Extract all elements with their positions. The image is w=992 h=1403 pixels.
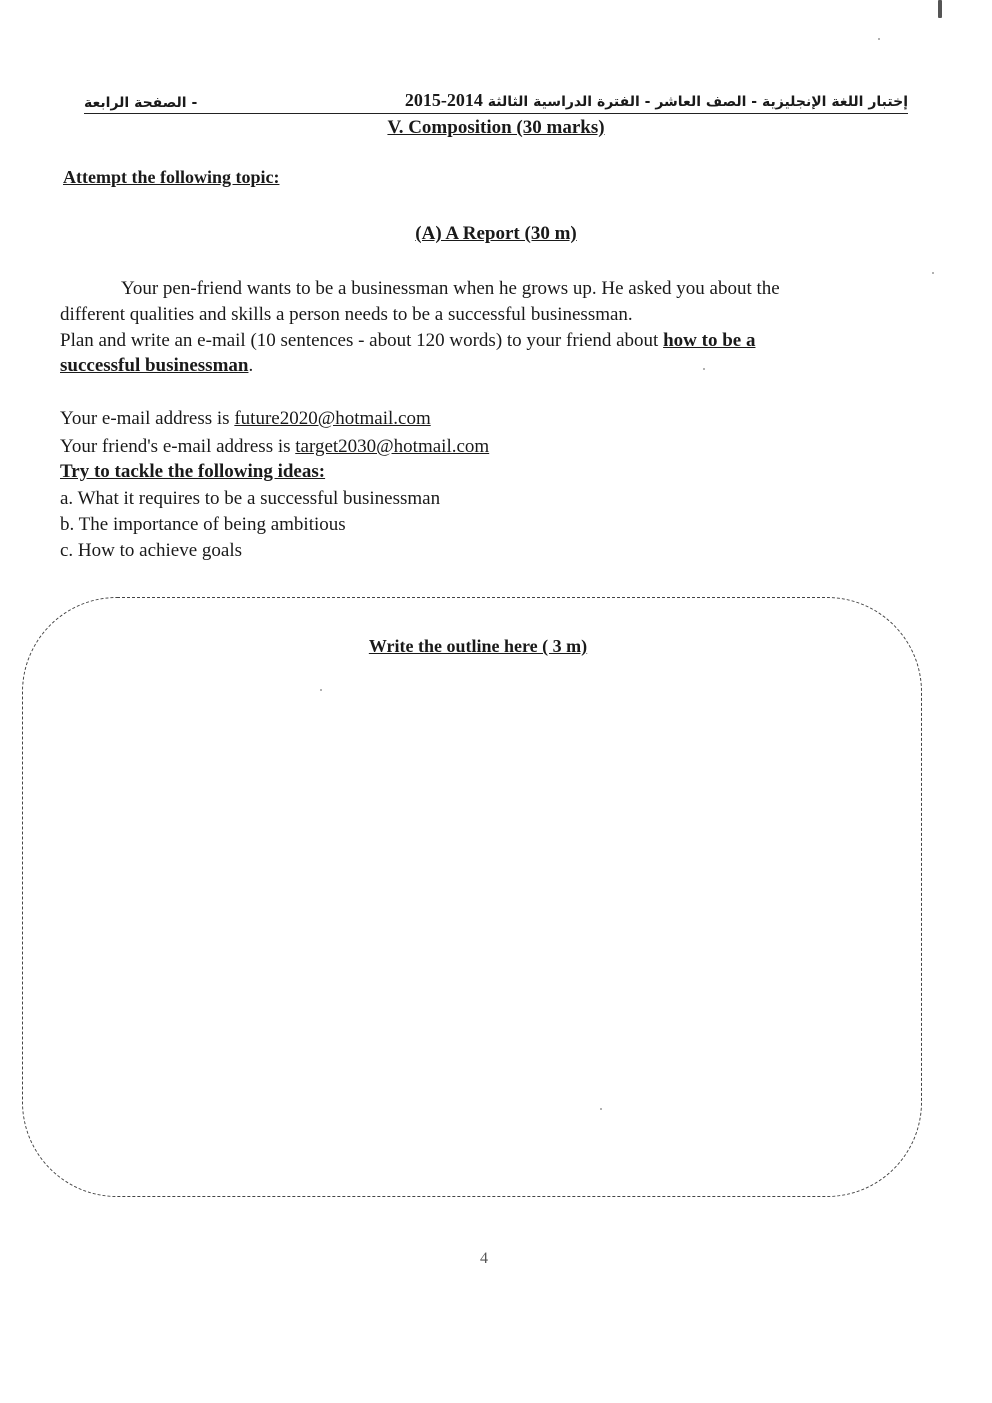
prompt-line-1: Your pen-friend wants to be a businessman when he grows up. He asked you about the (121, 278, 780, 299)
section-title: V. Composition (30 marks) (387, 117, 605, 138)
your-email-line: Your e-mail address is future2020@hotmail.com (60, 408, 431, 429)
header-exam-grade-term: إختبار اللغة الإنجليزية - الصف العاشر - الفترة الدراسية الثالثة 2014-2015 (404, 90, 908, 110)
scan-speck (600, 1108, 602, 1110)
scan-speck (703, 368, 705, 370)
idea-item: a. What it requires to be a successful businessman (60, 488, 441, 509)
header-grade: الصف العاشر (655, 94, 747, 110)
header-page: - الصفحة الرابعة (84, 95, 198, 111)
friend-email: target2030@hotmail.com (295, 436, 490, 457)
prompt-line-4: successful businessman. (60, 355, 254, 376)
header-exam: إختبار اللغة الإنجليزية (761, 94, 908, 110)
scan-mark (938, 0, 942, 18)
prompt-line-2: different qualities and skills a person needs to be a successful businessman. (60, 304, 633, 325)
idea-item: b. The importance of being ambitious (60, 514, 346, 535)
outline-box-title: Write the outline here ( 3 m) (368, 636, 588, 656)
exam-header (84, 88, 908, 114)
scan-speck (878, 38, 880, 40)
report-title: (A) A Report (30 m) (415, 223, 577, 244)
instruction: Attempt the following topic: (63, 167, 280, 187)
header-year: 2014-2015 (404, 90, 483, 110)
page-number: 4 (480, 1250, 488, 1267)
friend-email-line: Your friend's e-mail address is target2030@hotmail.com (60, 436, 490, 457)
prompt-line-3: Plan and write an e-mail (10 sentences - about 120 words) to your friend about how to be a (60, 330, 756, 351)
scan-speck (932, 272, 934, 274)
topic-emphasis-1: how to be a (663, 330, 756, 351)
scan-speck (320, 689, 322, 691)
header-term: الفترة الدراسية الثالثة (487, 94, 640, 110)
topic-emphasis-2: successful businessman (60, 355, 249, 376)
ideas-heading: Try to tackle the following ideas: (60, 461, 326, 482)
idea-item: c. How to achieve goals (60, 540, 243, 561)
your-email: future2020@hotmail.com (234, 408, 431, 429)
outline-writing-box[interactable] (22, 597, 922, 1197)
